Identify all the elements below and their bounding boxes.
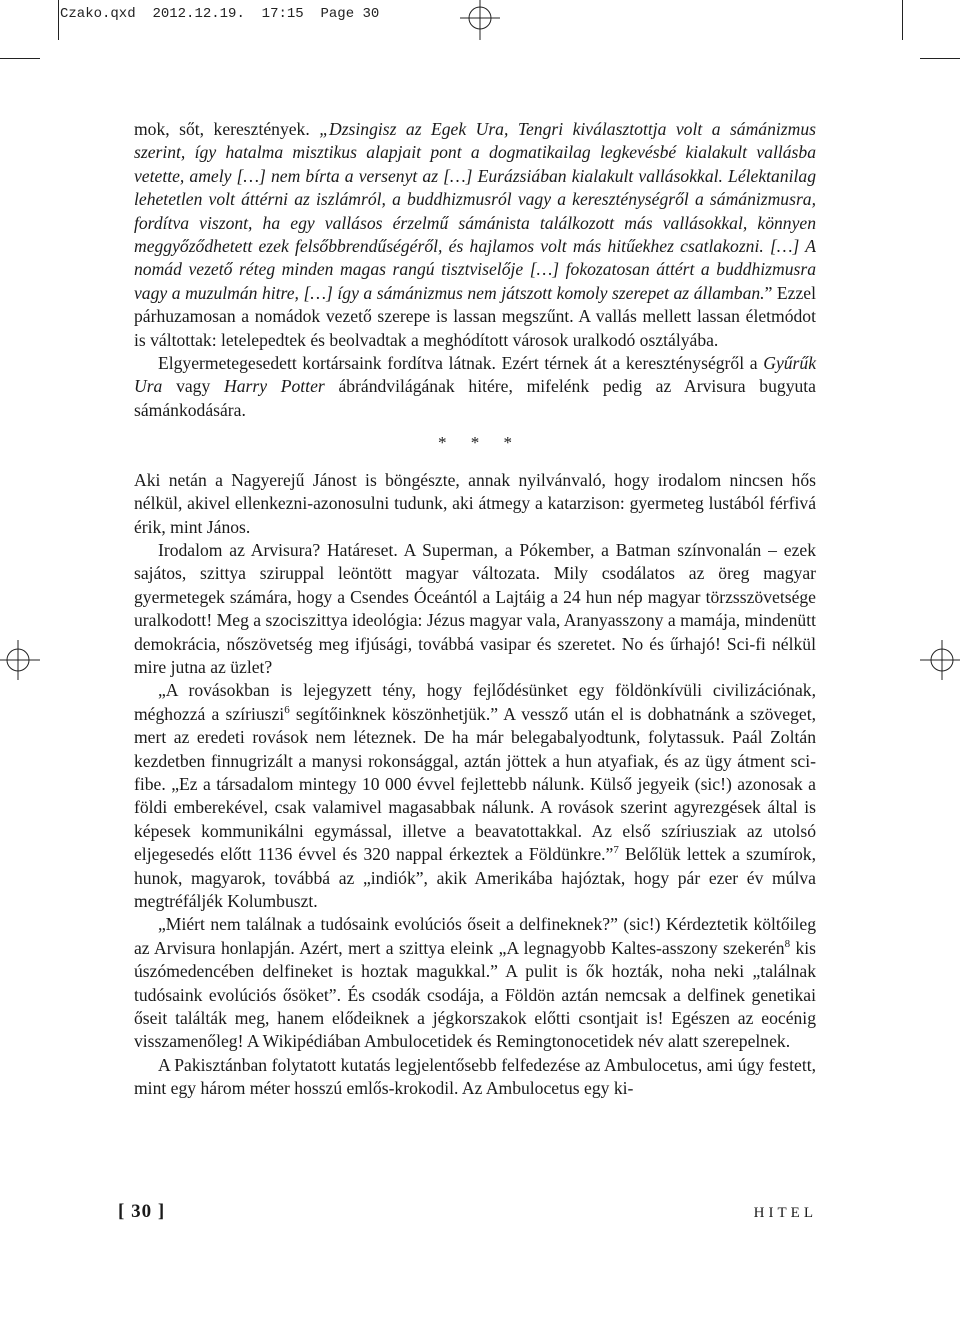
footnote-ref: 8 — [784, 937, 791, 950]
italic-run: Gyűrűk Ura — [134, 353, 816, 397]
text-run: vagy — [162, 376, 225, 397]
text-run: A Pakisztánban folytatott kutatás legjelentősebb felfedezése az Ambulocetus, ami úgy festett, mint egy három méter hosszú emlős-krokodil. Az Ambulocetus egy ki- — [134, 1054, 816, 1099]
registration-mark-top-icon — [460, 0, 500, 42]
slug-line — [60, 6, 379, 22]
registration-mark-right-icon — [918, 640, 960, 680]
text-run: „Miért nem találnak a tudósaink evolúciós őseit a delfineknek?” (sic!) Kérdeztetik költőileg az Arvisura honlapján. Azért, mert a szittya eleink „A legnagyobb Kaltes-asszony szekerén — [134, 914, 816, 958]
text-run: kis úszómedencében delfineket is hoztak magukkal.” A pulit is ők hozták, noha neki „találnak tudósaink evolúciós ősöket”. És csodák csodája, a Földön aztán nemcsak a delfinek genetikai őseit találták meg, hanem elődeiknek a jégkorszakok előtti csontjait is! Egészen az eocénig visszamenőleg! A Wikipédiában Ambulocetidek és Remingtonocetidek név alatt szerepelnek. — [134, 937, 816, 1052]
text-run: segítőinknek köszönhetjük.” A vessző után el is dobhatnánk a szöveget, mert az eredeti rovások nem léteznek. De ha már belegabalyodtunk, folytassuk. Paál Zoltán kezdetben finnugrizált a manysi rokonsággal, aztán jöttek a hun atyafiak, és az ügy átment sci-fibe. „Ez a társadalom mintegy 10 000 évvel fejlettebb nálunk. Külső jegyeik (sic!) azonosak a földi emberekével, csak valamivel magasabbak nálunk. A rovások szerint agyrezgések által is képesek kommunikálni egymással, illetve a beavatottakkal. Az első szíriusziak az utolsó eljegesedés előtt 1136 évvel és 320 nappal érkeztek a Földünkre.” — [134, 703, 816, 865]
italic-run: „Dzsingisz az Egek Ura, Tengri kiválasztottja volt a sámánizmus szerint, így hatalma misztikus alapjait pont a dogmatikailag legkevésbé kialakult vallásba vetette, amely […] nem bírta a versenyt az […] Eurázsiában kialakult vallásokkal. Lélektanilag lehetetlen volt áttérni az iszlámról, a buddhizmusról vagy a kereszténységről a sámánizmusra, fordítva viszont, ha egy vallásos érzelmű sámánista találkozott más vallásokkal, könnyen meggyőződhetett ezek felsőbbrendűségéről, és hajlamos volt más hitűekhez csatlakozni. […] A nomád vezető réteg minden magas rangú tisztviselője […] fokozatosan áttért a buddhizmusra vagy a muzulmán hitre, […] így a sámánizmus nem játszott komoly szerepet az államban. — [134, 119, 816, 303]
slug-time: 17:15 — [261, 6, 304, 22]
journal-name: HITEL — [753, 1205, 817, 1221]
paragraph — [134, 352, 816, 422]
footnote-ref: 6 — [284, 703, 290, 716]
crop-mark-top-right-horizontal — [920, 58, 960, 59]
text-run: Irodalom az Arvisura? Határeset. A Superman, a Pókember, a Batman színvonalán – ezek sajátos, szittya sziruppal leöntött magyar változata. Mily csodálatos az öreg magyar gyermetegek számára, hogy a Csendes Óceántól a Lajtáig a 24 hun nép magyar törzsszövetsége uralkodott! Meg a szociszittya ideológia: Jézus magyar vala, Aranyasszony a mamája, mindenütt demokrácia, nőszövetség meg ifjúsági, továbbá vasipar és szeretet. No és űrhajó! Sci-fi nélkül mire jutna az üzlet? — [134, 539, 816, 677]
paragraph — [134, 469, 816, 539]
footnote-ref: 7 — [613, 844, 619, 857]
paragraph — [134, 913, 816, 1053]
text-run: Elgyermetegesedett kortársaink fordítva látnak. Ezért térnek át a kereszténységről a — [158, 353, 764, 374]
text-run: ábrándvilágának hitére, mifelénk pedig az Arvisura bugyuta sámánkodására. — [134, 376, 816, 420]
text-run: mok, sőt, keresztények. — [134, 119, 320, 139]
text-run: Aki netán a Nagyerejű Jánost is böngészte, annak nyilvánvaló, hogy irodalom nincsen hős nélkül, akivel ellenkezni-azonosulni tudunk, aki átmegy a katarzison: gyermeteg lustából férfivá érik, mint János. — [134, 469, 816, 537]
slug-page: Page 30 — [320, 6, 380, 22]
slug-file: Czako.qxd — [60, 6, 136, 22]
text-run: Belőlük lettek a szumírok, hunok, magyarok, továbbá az „indiók”, akik Amerikába hajóztak, hogy pár ezer év múlva megtréfáljék Kolumbuszt. — [134, 844, 816, 911]
registration-mark-left-icon — [0, 640, 42, 680]
text-run: „A rovásokban is lejegyzett tény, hogy fejlődésünket egy földönkívüli civilizációnak, méghozzá a szíriuszi — [134, 680, 816, 724]
article-body — [134, 118, 816, 1101]
paragraph — [134, 1054, 816, 1101]
paragraphs-top — [134, 118, 816, 422]
crop-mark-top-left-horizontal — [0, 58, 40, 59]
paragraph — [134, 539, 816, 679]
page-number: [ 30 ] — [118, 1201, 166, 1222]
crop-mark-top-right-vertical — [902, 0, 903, 40]
paragraphs-bottom — [134, 469, 816, 1101]
section-separator: * * * — [438, 433, 522, 453]
crop-mark-top-left-vertical — [58, 0, 59, 40]
italic-run: Harry Potter — [224, 376, 325, 397]
text-run: ” Ezzel párhuzamosan a nomádok vezető szerepe is lassan megszűnt. A vallás mellett lassan életmódot is váltottak: letelepedtek és beolvadtak a meghódított városok uralkodó osztályába. — [134, 282, 816, 350]
paragraph — [134, 679, 816, 913]
paragraph — [134, 118, 816, 352]
slug-date: 2012.12.19. — [152, 6, 245, 22]
